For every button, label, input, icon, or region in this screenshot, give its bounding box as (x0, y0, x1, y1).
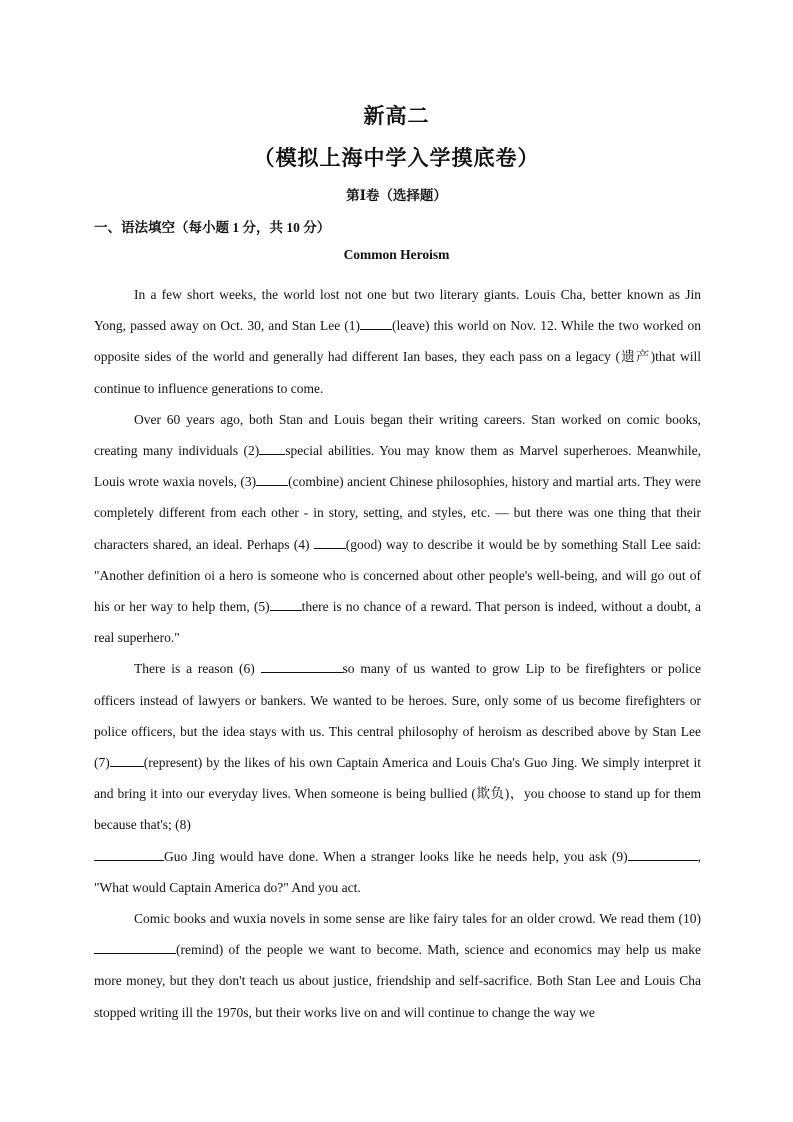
passage-title: Common Heroism (343, 247, 450, 262)
blank-7[interactable] (110, 753, 144, 767)
blank-2[interactable] (259, 441, 285, 455)
document-title: 新高二 (363, 104, 430, 128)
blank-8[interactable] (94, 847, 164, 861)
blank-9[interactable] (628, 847, 698, 861)
section-heading: 一、语法填空（每小题 1 分，共 10 分） (94, 220, 331, 235)
blank-6[interactable] (261, 659, 343, 673)
paragraph-4: Guo Jing would have done. When a stranger looks like he needs help, you ask (9) , "What would Captain America do?" And you act. (94, 848, 701, 895)
blank-4[interactable] (314, 535, 346, 549)
blank-3[interactable] (256, 472, 288, 486)
volume-heading: 第Ⅰ卷（选择题） (346, 188, 447, 203)
paragraph-1: In a few short weeks, the world lost not one but two literary giants. Louis Cha, better known as Jin Yong, passed away on Oct. 30, and Stan Lee (1) (leave) this world on Nov. 12. While the two worked on opposite sides of the world and generally had different Ian bases, they each pass on a legacy (遗产)that will continue to influence generations to come. (94, 287, 701, 396)
blank-5[interactable] (270, 597, 302, 611)
passage-body (94, 279, 701, 1028)
blank-1[interactable] (360, 316, 392, 330)
document-subtitle: （模拟上海中学入学摸底卷） (253, 146, 540, 170)
paragraph-3: There is a reason (6) so many of us wanted to grow Lip to be firefighters or police officers instead of lawyers or bankers. We wanted to be heroes. Sure, only some of us become firefighters or police officers, but the idea stays with us. This central philosophy of heroism as described above by Stan Lee (7) (represent) by the likes of his own Captain America and Louis Cha's Guo Jing. We simply interpret it and bring it into our everyday lives. When someone is being bullied (欺负)，you choose to stand up for them because that's; (8) (94, 661, 701, 833)
paragraph-5: Comic books and wuxia novels in some sense are like fairy tales for an older crowd. We read them (10)(remind) of the people we want to become. Math, science and economics may help us make more money, but they don't teach us about justice, friendship and self-sacrifice. Both Stan Lee and Louis Cha stopped writing ill the 1970s, but their works live on and will continue to change the way we (94, 911, 701, 1020)
blank-10[interactable] (94, 940, 176, 954)
paragraph-2: Over 60 years ago, both Stan and Louis began their writing careers. Stan worked on comic books, creating many individuals (2) special abilities. You may know them as Marvel superheroes. Meanwhile, Louis wrote waxia novels, (3) (combine) ancient Chinese philosophies, history and martial arts. They were completely different from each other - in story, setting, and styles, etc. — but there was one thing that their characters shared, an ideal. Perhaps (4) (good) way to describe it would be by something Stall Lee said: "Another definition oi a hero is someone who is concerned about other people's well-being, and will go out of his or her way to help them, (5) there is no chance of a reward. That person is indeed, without a doubt, a real superhero." (94, 411, 701, 646)
